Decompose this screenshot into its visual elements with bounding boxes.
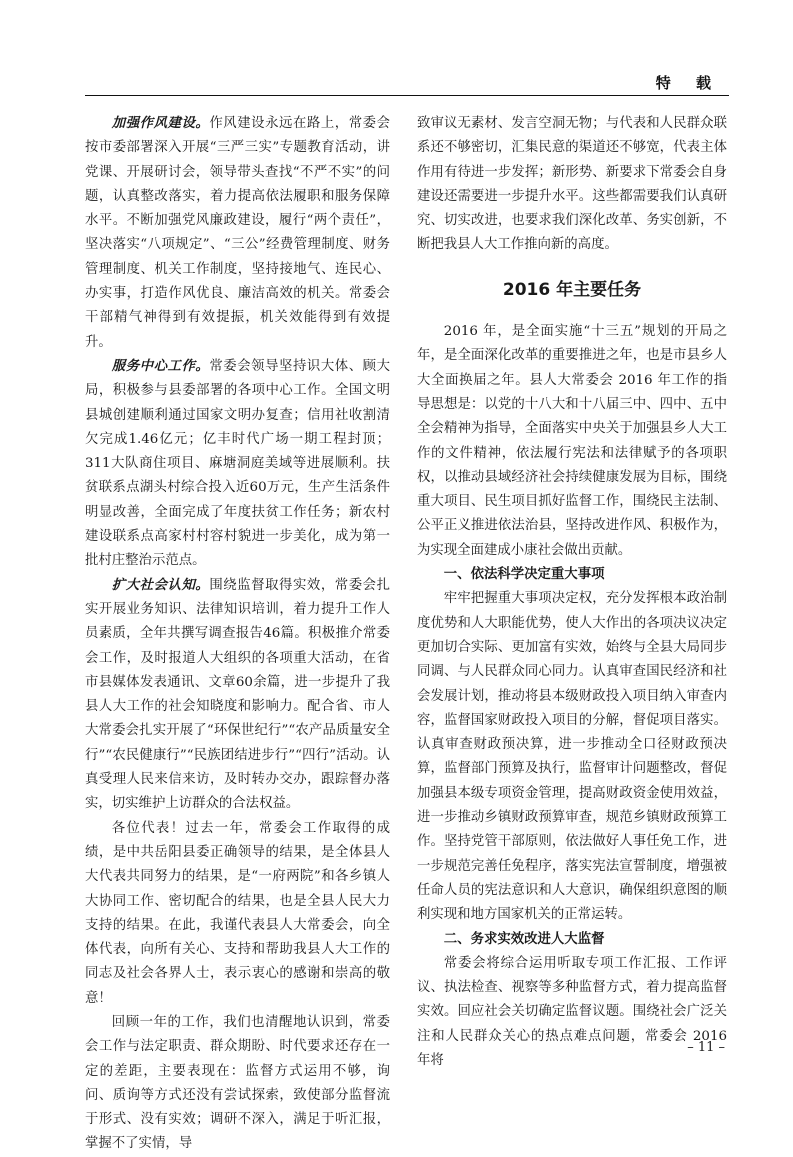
paragraph-text: 作风建设永远在路上，常委会按市委部署深入开展“三严三实”专题教育活动，讲党课、开展研讨会，领导带头查找“不严不实”的问题，认真整改落实，着力提高依法履职和服务保障水平。不断加强党风廉政建设，履行“两个责任”，坚决落实“八项规定”、“三公”经费管理制度、财务管理制度、机关工作制度，坚持接地气、连民心、办实事，打造作风优良、廉洁高效的机关。常委会干部精气神得到有效提振，机关效能得到有效提升。 (85, 116, 390, 350)
page-number: – 11 – (687, 1040, 725, 1055)
section-heading: 2016 年主要任务 (502, 279, 642, 300)
paragraph-lead: 服务中心工作。 (111, 358, 210, 374)
right-column (417, 112, 727, 1073)
paragraph-text: 常委会领导坚持识大体、顾大局，积极参与县委部署的各项中心工作。全国文明县城创建顺利通过国家文明办复查；信用社收割清欠完成1.46亿元；亿丰时代广场一期工程封顶；311大队商住项目、麻塘洞庭美域等进展顺利。扶贫联系点湖头村综合投入近60万元，生产生活条件明显改善，全面完成了年度扶贫工作任务；新农村建设联系点高家村村容村貌进一步美化，成为第一批村庄整治示范点。 (85, 358, 390, 569)
paragraph-supervision: 常委会将综合运用听取专项工作汇报、工作评议、执法检查、视察等多种监督方式，着力提高监督实效。回应社会关切确定监督议题。围绕社会广泛关注和人民群众关心的热点难点问题，常委会 2016 年将 (417, 955, 727, 1068)
paragraph-social-awareness (85, 574, 390, 817)
paragraph-style-building (85, 112, 390, 355)
subheading-major-matters: 一、依法科学决定重大事项 (443, 567, 605, 583)
paragraph-major-matters: 牢牢把握重大事项决定权，充分发挥根本政治制度优势和人大职能优势，使人大作出的各项决议决定更加切合实际、更加富有实效，始终与全县大局同步同调、与人民群众同心同力。认真审查国民经济和社会发展计划，推动将县本级财政投入项目纳入审查内容，监督国家财政投入项目的分解，督促项目落实。认真审查财政预决算，进一步推动全口径财政预决算，监督部门预算及执行，监督审计问题整改，督促加强县本级专项资金管理，提高财政资金使用效益，进一步推动乡镇财政预算审查，规范乡镇财政预算工作。坚持党管干部原则，依法做好人事任免工作，进一步规范完善任免程序，落实宪法宣誓制度，增强被任命人员的宪法意识和人大意识，确保组织意图的顺利实现和地方国家机关的正常运转。 (417, 591, 727, 923)
paragraph-shortcomings: 回顾一年的工作，我们也清醒地认识到，常委会工作与法定职责、群众期盼、时代要求还存在一定的差距，主要表现在：监督方式运用不够，询问、质询等方式还没有尝试探索，致使部分监督流于形式、没有实效；调研不深入，满足于听汇报，掌握不了实情，导 (85, 1014, 390, 1152)
subheading-supervision: 二、务求实效改进人大监督 (443, 931, 605, 947)
paragraph-serve-center (85, 355, 390, 574)
paragraph-text: 围绕监督取得实效，常委会扎实开展业务知识、法律知识培训，着力提升工作人员素质，全年共撰写调查报告46篇。积极推介常委会工作，及时报道人大组织的各项重大活动，在省市县媒体发表通讯、文章60余篇，进一步提升了我县人大工作的社会知晓度和影响力。配合省、市人大常委会扎实开展了“环保世纪行”“农产品质量安全行”“农民健康行”“民族团结进步行”“四行”活动。认真受理人民来信来访，及时转办交办，跟踪督办落实，切实维护上访群众的合法权益。 (85, 577, 390, 812)
paragraph-thanks: 各位代表！过去一年，常委会工作取得的成绩，是中共岳阳县委正确领导的结果，是全体县人大代表共同努力的结果，是“一府两院”和各乡镇人大协同工作、密切配合的结果，也是全县人民大力支持的结果。在此，我谨代表县人大常委会，向全体代表，向所有关心、支持和帮助我县人大工作的同志及社会各界人士，表示衷心的感谢和崇高的敬意！ (85, 820, 390, 1006)
header-divider (85, 95, 729, 96)
left-column (85, 112, 390, 1157)
paragraph-lead: 扩大社会认知。 (111, 577, 210, 593)
paragraph-shortcomings-continued: 致审议无素材、发言空洞无物；与代表和人民群众联系还不够密切，汇集民意的渠道还不够宽，代表主体作用有待进一步发挥；新形势、新要求下常委会自身建设还需要进一步提升水平。这些都需要我们认真研究、切实改进，也要求我们深化改革、务实创新，不断把我县人大工作推向新的高度。 (417, 116, 727, 253)
paragraph-lead: 加强作风建设。 (111, 116, 210, 131)
paragraph-guiding-ideology: 2016 年，是全面实施“十三五”规划的开局之年，是全面深化改革的重要推进之年，也是市县乡人大全面换届之年。县人大常委会 2016 年工作的指导思想是：以党的十八大和十八届三中、四中、五中全会精神为指导，全面落实中央关于加强县乡人大工作的文件精神，依法履行宪法和法律赋予的各项职权，以推动县域经济社会持续健康发展为目标，围绕重大项目、民生项目抓好监督工作，围绕民主法制、公平正义推进依法治县，坚持改进作风、积极作为，为实现全面建成小康社会做出贡献。 (417, 324, 727, 558)
page-header-title: 特 载 (655, 74, 721, 92)
